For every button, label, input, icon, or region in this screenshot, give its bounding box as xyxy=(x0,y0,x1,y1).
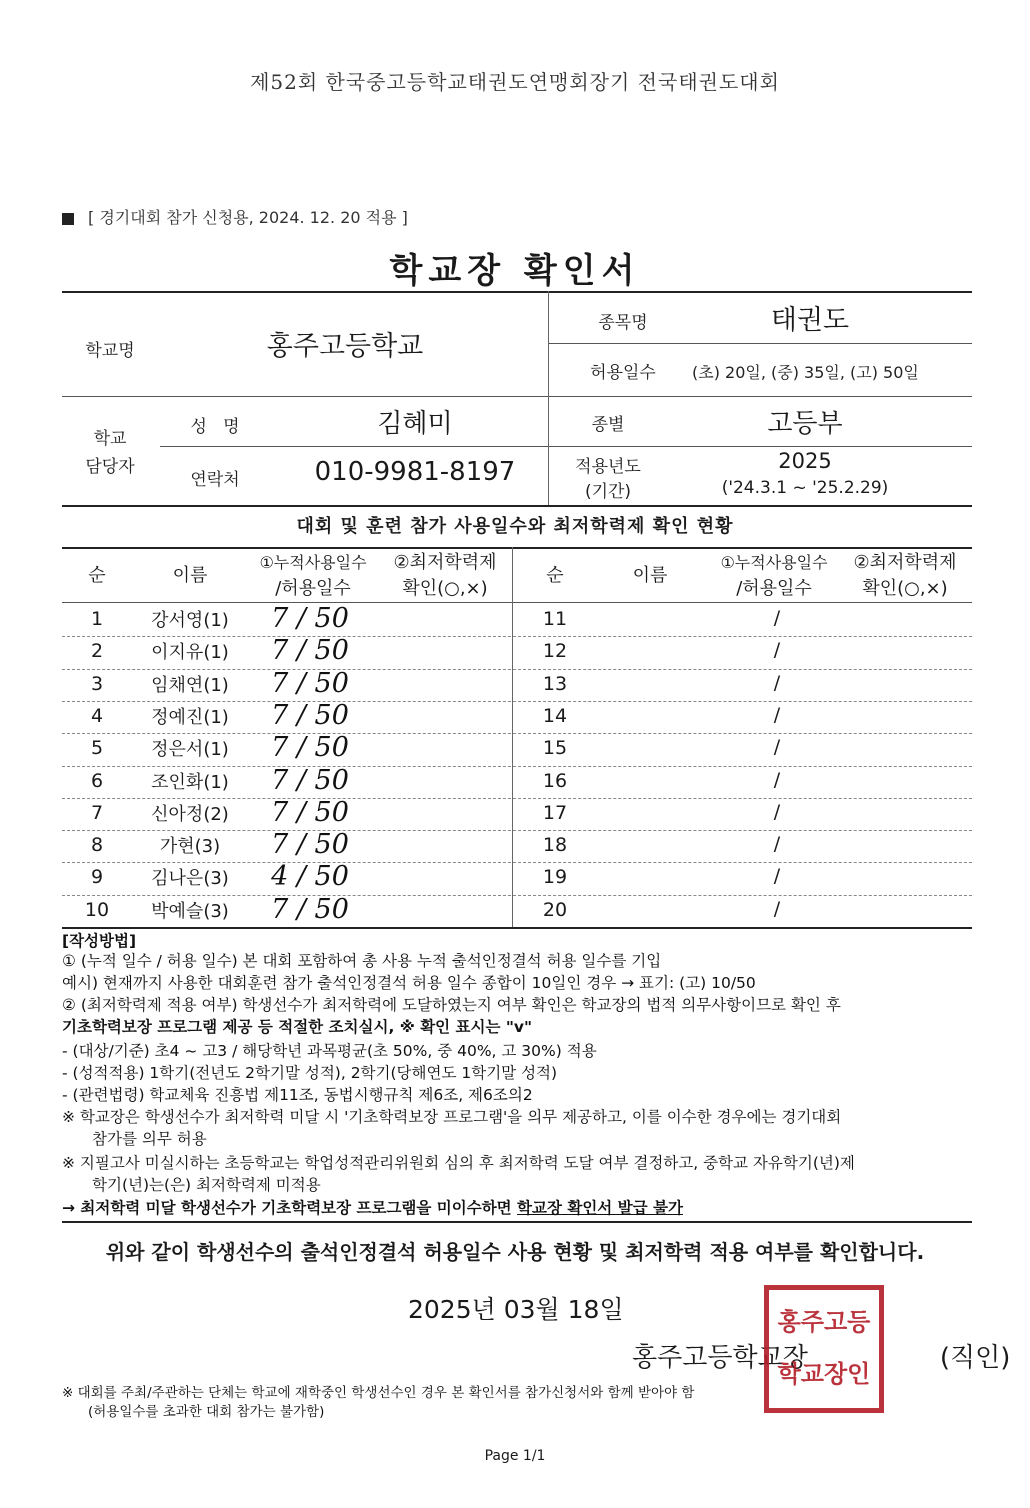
row-number: 20 xyxy=(542,898,568,921)
issue-date: 2025년 03월 18일 xyxy=(408,1295,624,1324)
division-label: 종별 xyxy=(591,415,625,435)
instructions-heading: [작성방법] xyxy=(62,932,137,950)
col-days-header-right-2: /허용일수 xyxy=(736,578,812,599)
staff-label-line2: 담당자 xyxy=(85,457,135,477)
square-bullet-icon xyxy=(62,213,74,225)
days-used-handwritten: 7 / 50 xyxy=(271,732,349,764)
info-bottom-rule xyxy=(62,505,972,507)
table-middle-divider xyxy=(512,547,513,927)
col-no-header-right: 순 xyxy=(546,565,564,586)
instruction-line: 기초학력보장 프로그램 제공 등 적절한 조치실시, ※ 확인 표시는 "v" xyxy=(62,1018,533,1036)
name-label: 성 명 xyxy=(190,417,240,437)
days-used: / xyxy=(773,639,781,662)
row-divider xyxy=(62,669,972,670)
days-used: / xyxy=(773,671,781,694)
athlete-name: 임채연(1) xyxy=(151,674,229,696)
athlete-name: 김나은(3) xyxy=(151,868,229,890)
days-used-handwritten: 7 / 50 xyxy=(271,635,349,667)
row-number: 14 xyxy=(542,704,568,727)
row-number: 13 xyxy=(542,672,568,695)
row-divider xyxy=(62,701,972,702)
days-used-handwritten: 7 / 50 xyxy=(271,893,349,925)
confirmation-statement: 위와 같이 학생선수의 출석인정결석 허용일수 사용 현황 및 최저학력 적용 여부를 확인합니다. xyxy=(105,1240,925,1264)
col-grade-header-right-2: 확인(○,×) xyxy=(862,578,948,599)
allowed-days-value: (초) 20일, (중) 35일, (고) 50일 xyxy=(692,363,919,382)
seal-line: 학교장인 xyxy=(777,1360,871,1388)
seal-line: 홍주고등 xyxy=(777,1308,871,1336)
row-number: 4 xyxy=(90,704,104,727)
principal-title: 홍주고등학교장 xyxy=(632,1343,808,1373)
footnote-line: (허용일수를 초과한 대회 참가는 불가함) xyxy=(88,1404,325,1420)
row-number: 19 xyxy=(542,866,568,889)
row-number: 10 xyxy=(84,898,110,921)
info-rule xyxy=(62,396,972,397)
instruction-line: 학기(년)는(은) 최저학력제 미적용 xyxy=(92,1176,321,1194)
row-number: 9 xyxy=(90,866,104,889)
days-used: / xyxy=(773,833,781,856)
athlete-name: 박예슬(3) xyxy=(151,900,229,922)
document-title: 학교장 확인서 xyxy=(389,251,641,291)
row-divider xyxy=(62,862,972,863)
staff-name-value: 김혜미 xyxy=(377,409,453,439)
row-divider xyxy=(62,895,972,896)
instruction-line: ※ 지필고사 미실시하는 초등학교는 학업성적관리위원회 심의 후 최저학력 도달 여부 결정하고, 중학교 자유학기(년)제 xyxy=(62,1154,855,1172)
days-used: / xyxy=(773,897,781,920)
days-used: / xyxy=(773,736,781,759)
days-used: / xyxy=(773,607,781,629)
warning-emphasis: 학교장 확인서 발급 불가 xyxy=(517,1199,683,1217)
days-used: / xyxy=(773,865,781,888)
days-used: / xyxy=(773,703,781,726)
info-top-rule xyxy=(62,291,972,293)
days-used-handwritten: 7 / 50 xyxy=(271,764,349,796)
period-value: ('24.3.1 ~ '25.2.29) xyxy=(721,478,889,498)
year-value: 2025 xyxy=(778,449,832,473)
row-number: 18 xyxy=(542,834,568,857)
seal-text xyxy=(769,1296,879,1400)
allowed-days-label: 허용일수 xyxy=(590,363,656,383)
row-divider xyxy=(62,830,972,831)
col-days-header-2: /허용일수 xyxy=(275,578,351,599)
col-grade-header-right-1: ②최저학력제 xyxy=(853,552,957,573)
days-used: / xyxy=(773,800,781,823)
row-number: 16 xyxy=(542,769,568,792)
staff-label-line1: 학교 xyxy=(93,429,127,449)
row-divider xyxy=(62,636,972,637)
instruction-line: - (대상/기준) 초4 ~ 고3 / 해당학년 과목평균(초 50%, 중 40%, 고 30%) 적용 xyxy=(62,1042,597,1060)
event-label: 종목명 xyxy=(598,313,648,333)
info-rule xyxy=(160,446,972,447)
official-seal-stamp xyxy=(764,1285,884,1413)
school-label: 학교명 xyxy=(85,341,135,361)
table-top-rule xyxy=(62,547,972,549)
instruction-line: - (관련법령) 학교체육 진흥법 제11조, 동법시행규칙 제6조, 제6조의2 xyxy=(62,1086,533,1104)
year-label-line1: 적용년도 xyxy=(575,457,641,477)
row-number: 8 xyxy=(90,834,104,857)
contact-value: 010-9981-8197 xyxy=(314,457,516,487)
instruction-warning xyxy=(62,1197,683,1219)
athlete-name: 정은서(1) xyxy=(151,739,229,761)
division-value: 고등부 xyxy=(767,409,843,439)
days-used-handwritten: 4 / 50 xyxy=(271,861,349,893)
row-number: 11 xyxy=(542,608,568,630)
days-used-handwritten: 7 / 50 xyxy=(271,603,349,634)
athlete-name: 신아정(2) xyxy=(151,803,229,825)
days-used-handwritten: 7 / 50 xyxy=(271,667,349,699)
col-grade-header-2: 확인(○,×) xyxy=(402,578,488,599)
year-label-line2: (기간) xyxy=(584,482,632,502)
footnote-line: ※ 대회를 주최/주관하는 단체는 학교에 재학중인 학생선수인 경우 본 확인서를 참가신청서와 함께 받아야 함 xyxy=(62,1385,695,1401)
athlete-name: 가현(3) xyxy=(159,836,221,858)
row-number: 7 xyxy=(90,801,104,824)
days-used-handwritten: 7 / 50 xyxy=(271,699,349,731)
warning-text: → 최저학력 미달 학생선수가 기초학력보장 프로그램을 미이수하면 xyxy=(62,1199,518,1217)
instruction-line: ② (최저학력제 적용 여부) 학생선수가 최저학력에 도달하였는지 여부 확인은 학교장의 법적 의무사항이므로 확인 후 xyxy=(62,996,841,1014)
footnote xyxy=(62,1384,694,1422)
col-grade-header-1: ②최저학력제 xyxy=(393,552,497,573)
row-number: 5 xyxy=(90,737,104,760)
instruction-line: 참가를 의무 허용 xyxy=(92,1130,207,1148)
athlete-name: 정예진(1) xyxy=(151,706,229,728)
seal-label: (직인) xyxy=(939,1343,1011,1373)
col-days-header-1: ①누적사용일수 xyxy=(259,553,367,572)
instruction-line: ① (누적 일수 / 허용 일수) 본 대회 포함하여 총 사용 누적 출석인정결석 허용 일수를 기입 xyxy=(62,952,662,970)
days-used: / xyxy=(773,768,781,791)
col-days-header-right-1: ①누적사용일수 xyxy=(720,553,828,572)
col-name-header: 이름 xyxy=(172,565,208,586)
event-value: 태권도 xyxy=(770,305,850,336)
row-divider xyxy=(62,733,972,734)
table-bottom-rule xyxy=(62,927,972,929)
days-used-handwritten: 7 / 50 xyxy=(271,829,349,861)
instruction-line: - (성적적용) 1학기(전년도 2학기말 성적), 2학기(당해연도 1학기말 성적) xyxy=(62,1064,558,1082)
instructions-bottom-rule xyxy=(62,1221,972,1223)
row-number: 12 xyxy=(542,640,568,663)
col-no-header: 순 xyxy=(88,565,106,586)
contact-label: 연락처 xyxy=(190,470,240,490)
row-number: 2 xyxy=(90,640,104,663)
page-number: Page 1/1 xyxy=(484,1448,546,1464)
instruction-line: 예시) 현재까지 사용한 대회훈련 참가 출석인정결석 허용 일수 종합이 10일인 경우 → 표기: (고) 10/50 xyxy=(62,974,756,992)
col-name-header-right: 이름 xyxy=(632,565,668,586)
school-value: 홍주고등학교 xyxy=(266,331,424,362)
athlete-name: 강서영(1) xyxy=(151,610,229,631)
event-title: 제52회 한국중고등학교태권도연맹회장기 전국태권도대회 xyxy=(250,70,780,94)
row-number: 3 xyxy=(90,672,104,695)
athlete-name: 이지유(1) xyxy=(151,642,229,664)
form-note xyxy=(62,205,408,228)
row-number: 1 xyxy=(90,608,104,630)
info-rule xyxy=(548,343,972,344)
instruction-line: ※ 학교장은 학생선수가 최저학력 미달 시 '기초학력보장 프로그램'을 의무 제공하고, 이를 이수한 경우에는 경기대회 xyxy=(62,1108,842,1126)
form-note-text: [ 경기대회 참가 신청용, 2024. 12. 20 적용 ] xyxy=(88,208,408,227)
row-number: 17 xyxy=(542,801,568,824)
status-subtitle: 대회 및 훈련 참가 사용일수와 최저학력제 확인 현황 xyxy=(296,516,734,537)
athlete-name: 조인화(1) xyxy=(151,771,229,793)
row-number: 15 xyxy=(542,737,568,760)
days-used-handwritten: 7 / 50 xyxy=(271,796,349,828)
row-divider xyxy=(62,766,972,767)
table-header-rule xyxy=(62,602,972,603)
row-number: 6 xyxy=(90,769,104,792)
row-divider xyxy=(62,798,972,799)
